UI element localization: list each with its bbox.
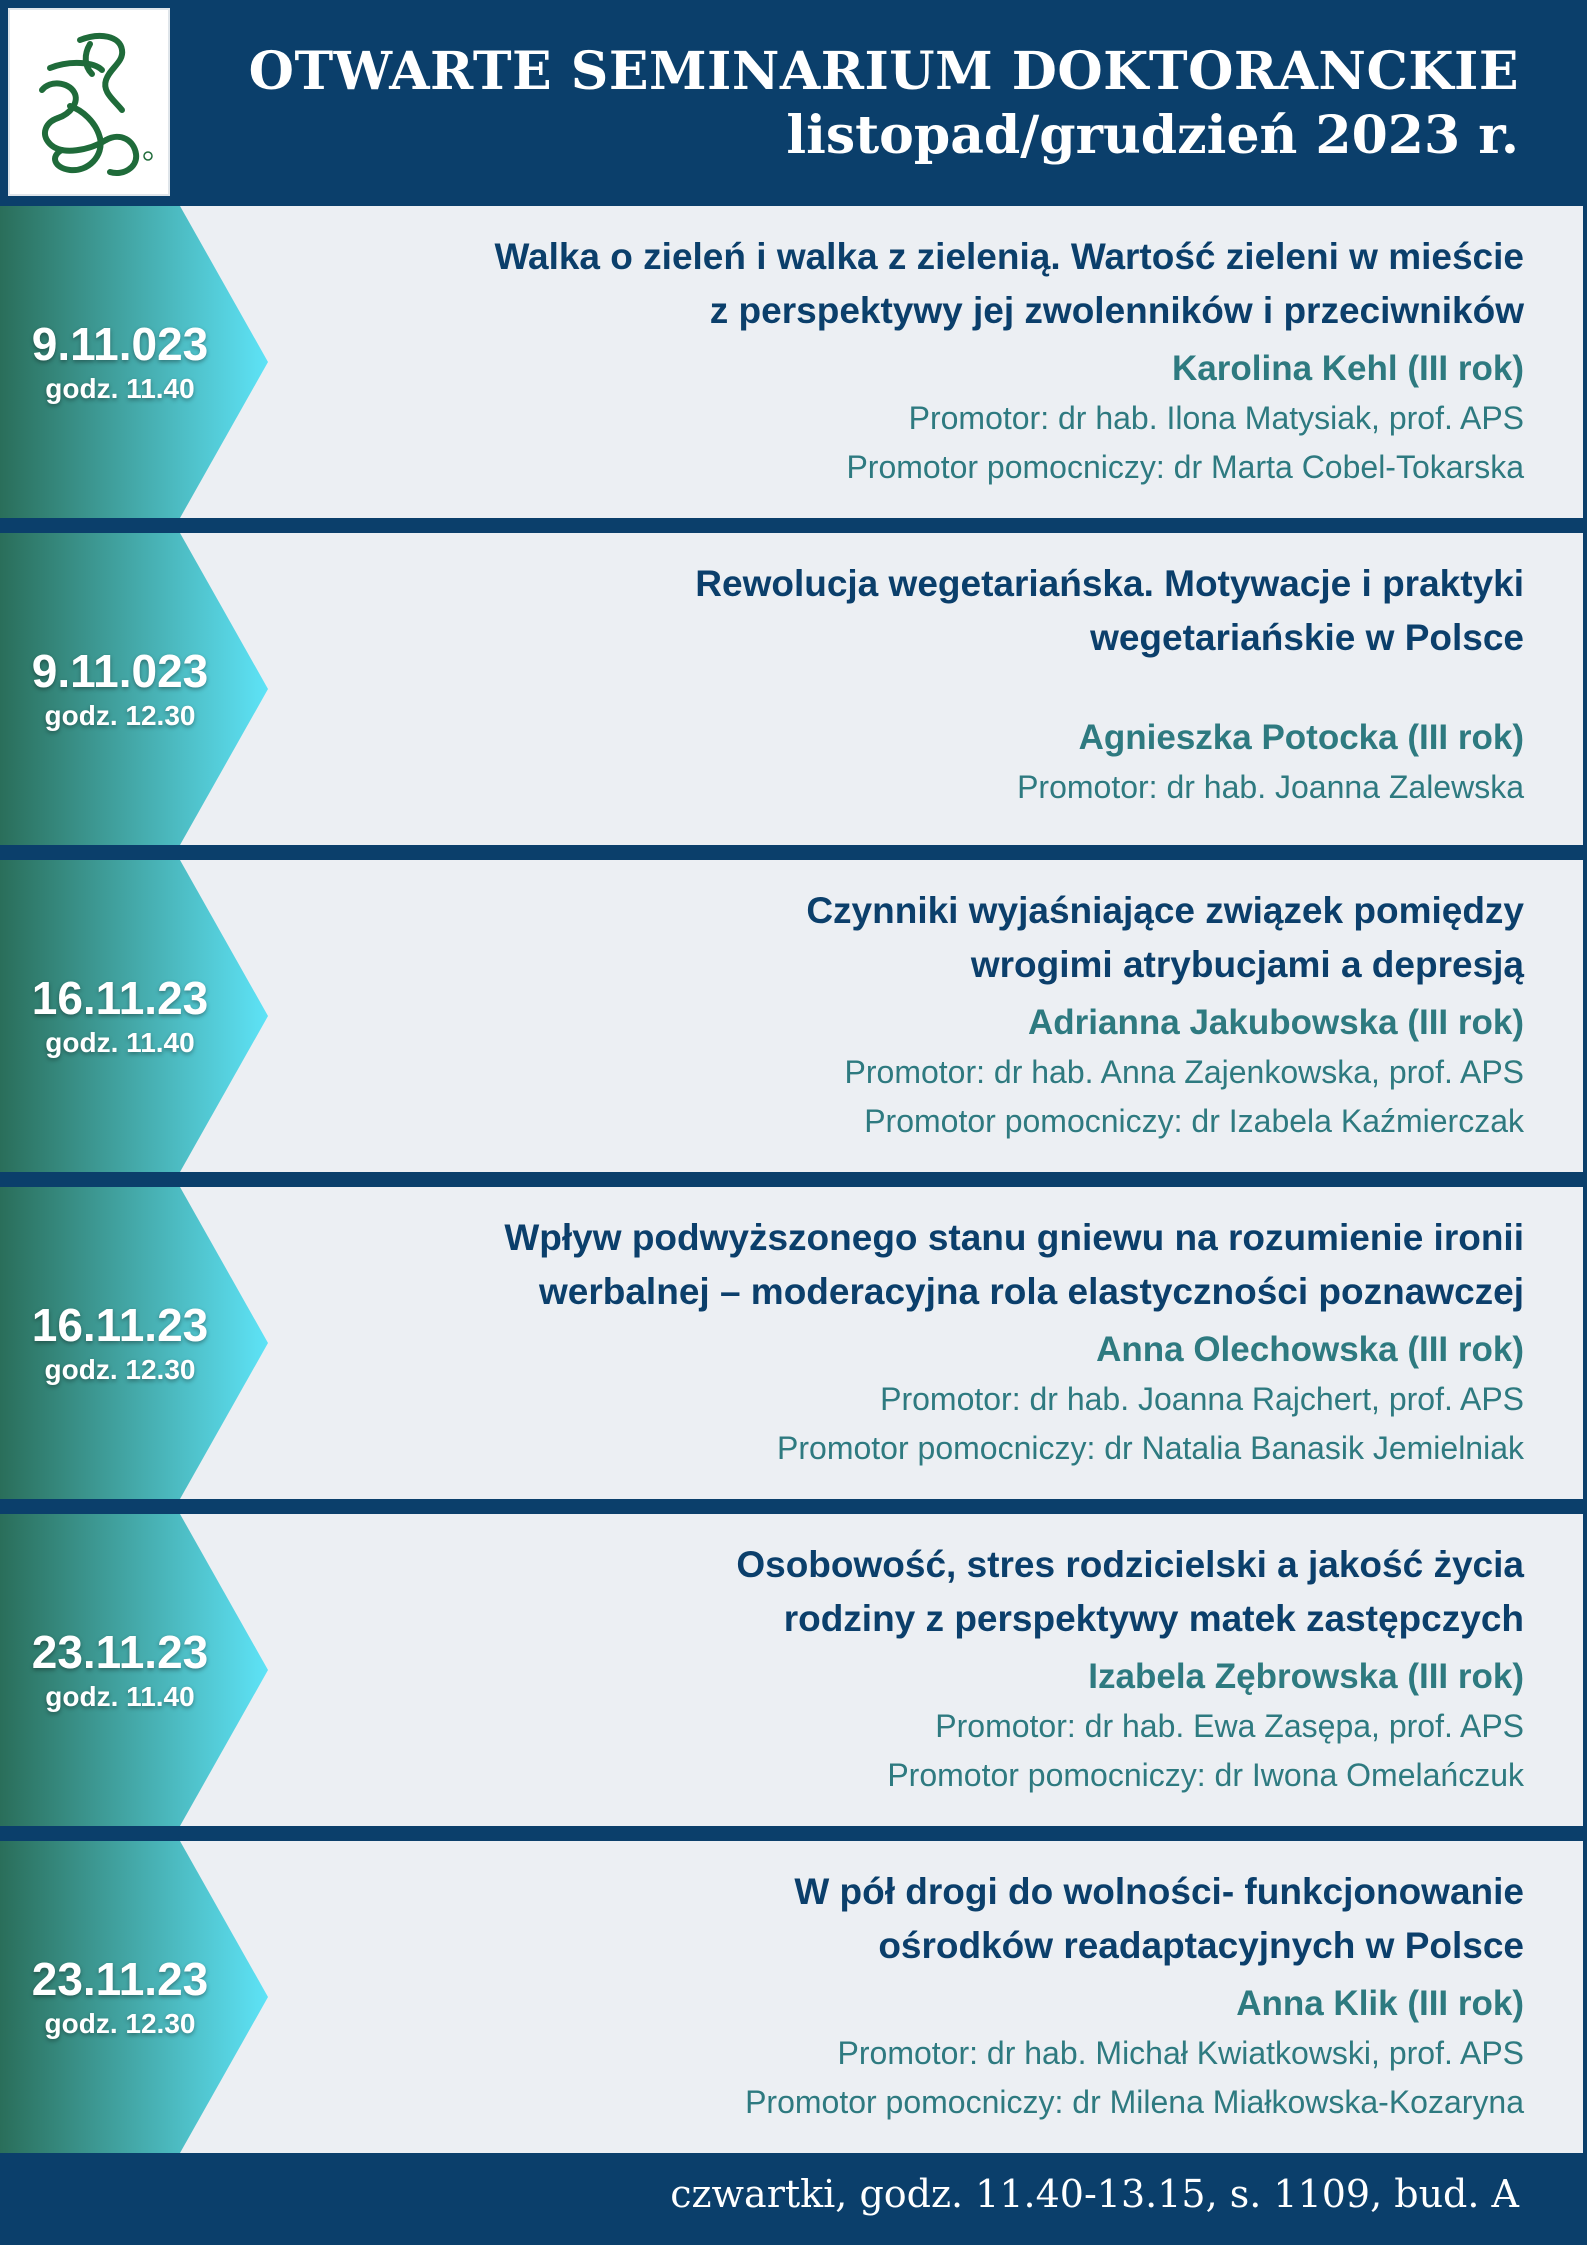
- talk-title-line: Wpływ podwyższonego stanu gniewu na rozumienie ironii: [504, 1217, 1524, 1258]
- talk-title-line: Osobowość, stres rodzicielski a jakość życia: [736, 1544, 1524, 1585]
- talk-title: [284, 1211, 1524, 1319]
- seminar-details: [284, 557, 1524, 812]
- seminar-date: 23.11.23: [31, 1953, 209, 2005]
- university-logo-icon: [10, 10, 168, 194]
- seminar-date: 16.11.23: [31, 1299, 209, 1351]
- seminar-details: [284, 1538, 1524, 1800]
- talk-title-line: wegetariańskie w Polsce: [1090, 617, 1524, 658]
- talk-title: [284, 884, 1524, 992]
- assistant-supervisor: Promotor pomocniczy: dr Milena Miałkowska-Kozaryna: [745, 2084, 1524, 2120]
- assistant-supervisor: Promotor pomocniczy: dr Marta Cobel-Tokarska: [846, 449, 1524, 485]
- seminar-time: godz. 11.40: [45, 1027, 195, 1058]
- header: [0, 0, 1587, 206]
- date-block: [0, 1841, 240, 2153]
- talk-title-line: z perspektywy jej zwolenników i przeciwników: [709, 290, 1524, 331]
- student-name: Agnieszka Potocka (III rok): [1078, 718, 1524, 757]
- supervisor: Promotor: dr hab. Joanna Zalewska: [1017, 769, 1524, 805]
- supervisor: Promotor: dr hab. Michał Kwiatkowski, prof. APS: [837, 2035, 1524, 2071]
- talk-title: [284, 1538, 1524, 1646]
- seminar-date: 23.11.23: [31, 1626, 209, 1678]
- assistant-supervisor: Promotor pomocniczy: dr Iwona Omelańczuk: [887, 1757, 1524, 1793]
- seminar-time: godz. 12.30: [44, 1354, 196, 1385]
- footer: [0, 2152, 1587, 2245]
- date-block: [0, 1187, 240, 1499]
- student-name: Adrianna Jakubowska (III rok): [1028, 1003, 1524, 1042]
- talk-title-line: Rewolucja wegetariańska. Motywacje i praktyki: [695, 563, 1524, 604]
- talk-title: [284, 557, 1524, 665]
- seminar-row: [0, 1514, 1587, 1826]
- seminar-details: [284, 230, 1524, 492]
- seminar-details: [284, 1211, 1524, 1473]
- student-name: Anna Olechowska (III rok): [1096, 1330, 1524, 1369]
- seminar-time: godz. 11.40: [45, 373, 195, 404]
- seminar-row: [0, 1841, 1587, 2153]
- date-block: [0, 533, 240, 845]
- talk-title-line: W pół drogi do wolności- funkcjonowanie: [794, 1871, 1524, 1912]
- talk-title: [284, 230, 1524, 338]
- seminar-row: [0, 860, 1587, 1172]
- talk-title: [284, 1865, 1524, 1973]
- date-block: [0, 206, 240, 518]
- supervisor: Promotor: dr hab. Anna Zajenkowska, prof. APS: [844, 1054, 1524, 1090]
- seminar-details: [284, 884, 1524, 1146]
- seminar-row: [0, 206, 1587, 518]
- supervisor: Promotor: dr hab. Joanna Rajchert, prof. APS: [880, 1381, 1524, 1417]
- seminar-time: godz. 11.40: [45, 1681, 195, 1712]
- logo: [8, 8, 170, 196]
- seminar-row: [0, 533, 1587, 845]
- assistant-supervisor: Promotor pomocniczy: dr Natalia Banasik Jemielniak: [777, 1430, 1524, 1466]
- seminar-time: godz. 12.30: [44, 700, 196, 731]
- seminar-title: OTWARTE SEMINARIUM DOKTORANCKIE: [248, 41, 1519, 102]
- seminar-time: godz. 12.30: [44, 2008, 196, 2039]
- student-name: Anna Klik (III rok): [1236, 1984, 1524, 2023]
- assistant-supervisor: Promotor pomocniczy: dr Izabela Kaźmierczak: [864, 1103, 1524, 1139]
- talk-title-line: Walka o zieleń i walka z zielenią. Wartość zieleni w mieście: [494, 236, 1524, 277]
- seminar-row: [0, 1187, 1587, 1499]
- talk-title-line: rodziny z perspektywy matek zastępczych: [783, 1598, 1524, 1639]
- talk-title-line: ośrodków readaptacyjnych w Polsce: [878, 1925, 1524, 1966]
- seminar-list: [0, 206, 1587, 2153]
- seminar-period: listopad/grudzień 2023 r.: [786, 105, 1519, 166]
- seminar-date: 16.11.23: [31, 972, 209, 1024]
- student-name: Karolina Kehl (III rok): [1172, 349, 1524, 388]
- supervisor: Promotor: dr hab. Ilona Matysiak, prof. APS: [908, 400, 1524, 436]
- student-name: Izabela Zębrowska (III rok): [1088, 1657, 1524, 1696]
- seminar-details: [284, 1865, 1524, 2127]
- talk-title-line: wrogimi atrybucjami a depresją: [970, 944, 1524, 985]
- seminar-date: 9.11.023: [31, 645, 209, 697]
- date-block: [0, 860, 240, 1172]
- date-block: [0, 1514, 240, 1826]
- header-title: [249, 40, 1519, 168]
- schedule-info: czwartki, godz. 11.40-13.15, s. 1109, bud. A: [670, 2172, 1519, 2216]
- supervisor: Promotor: dr hab. Ewa Zasępa, prof. APS: [935, 1708, 1524, 1744]
- talk-title-line: werbalnej – moderacyjna rola elastyczności poznawczej: [539, 1271, 1524, 1312]
- talk-title-line: Czynniki wyjaśniające związek pomiędzy: [806, 890, 1524, 931]
- seminar-date: 9.11.023: [31, 318, 209, 370]
